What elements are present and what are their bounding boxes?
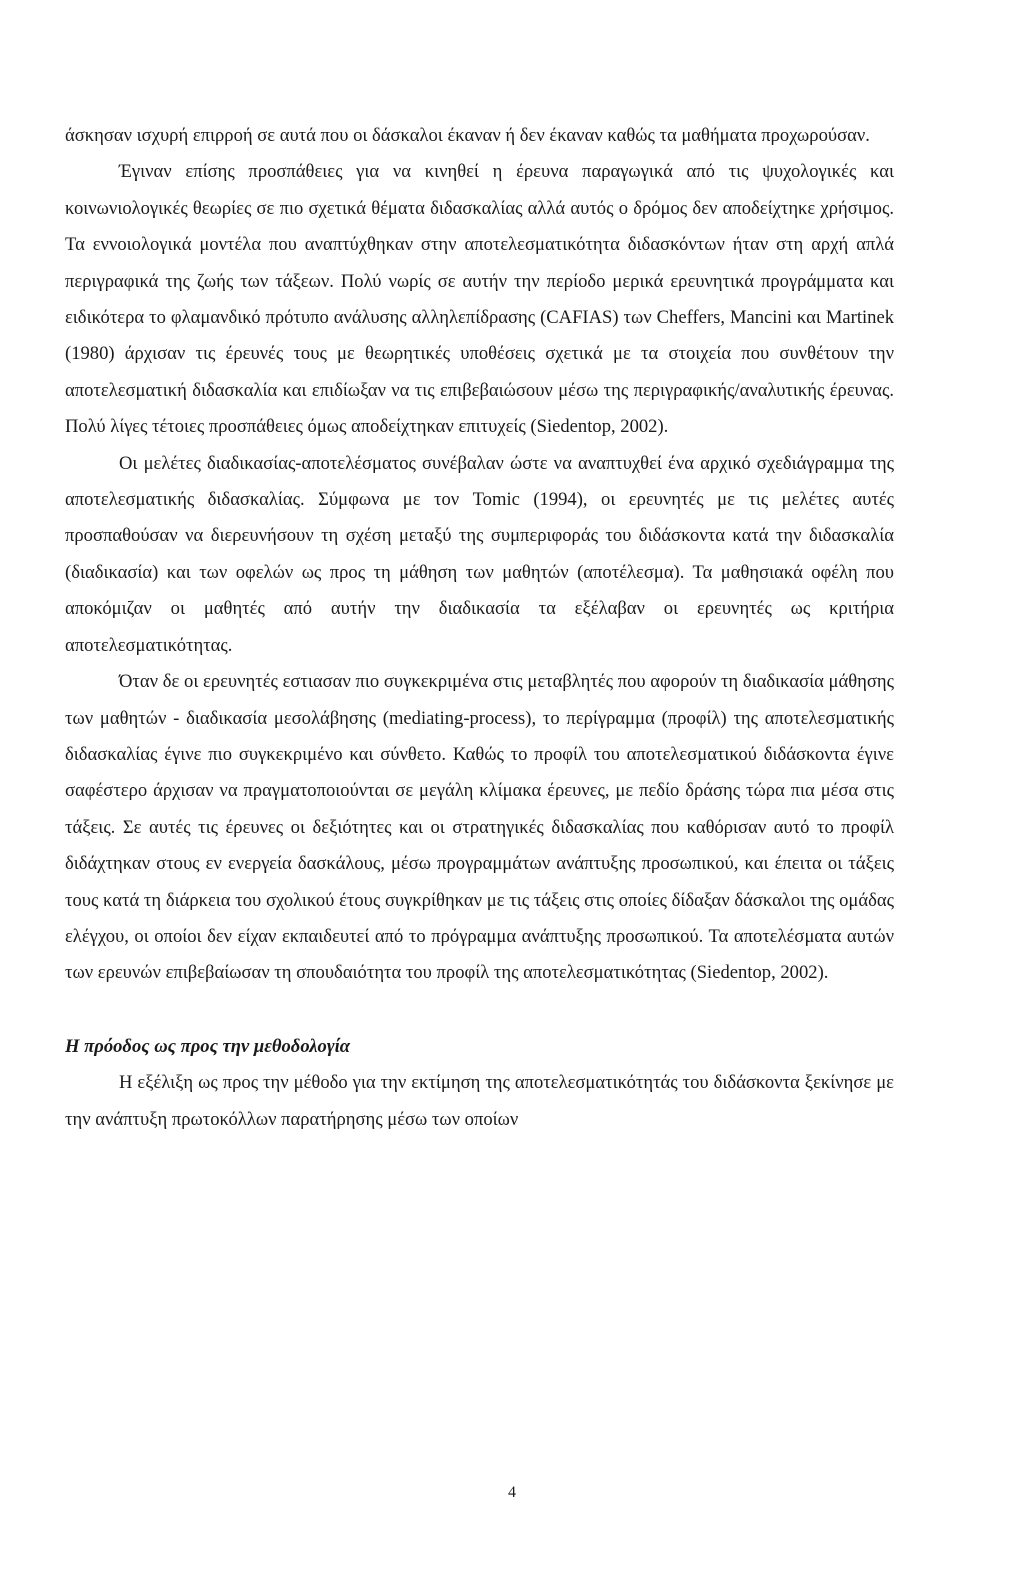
paragraph-continuation: άσκησαν ισχυρή επιρροή σε αυτά που οι δάσκαλοι έκαναν ή δεν έκαναν καθώς τα μαθήματα προχωρούσαν. [65, 125, 870, 146]
paragraph-methodology: Η εξέλιξη ως προς την μέθοδο για την εκτίμηση της αποτελεσματικότητάς του διδάσκοντα ξεκίνησε με την ανάπτυξη πρωτοκόλλων παρατήρησης μέσω των οποίων [65, 1072, 894, 1130]
document-page [65, 118, 894, 1138]
paragraph-research-attempts: Έγιναν επίσης προσπάθειες για να κινηθεί η έρευνα παραγωγικά από τις ψυχολογικές και κοινωνιολογικές θεωρίες σε πιο σχετικά θέματα διδασκαλίας αλλά αυτός ο δρόμος δεν αποδείχτηκε χρήσιμος. Τα εννοιολογικά μοντέλα που αναπτύχθηκαν στην αποτελεσματικότητα διδασκόντων ήταν στη αρχή απλά περιγραφικά της ζωής των τάξεων. Πολύ νωρίς σε αυτήν την περίοδο μερικά ερευνητικά προγράμματα και ειδικότερα το φλαμανδικό πρότυπο ανάλυσης αλληλεπίδρασης (CAFIAS) των Cheffers, Mancini και Martinek (1980) άρχισαν τις έρευνές τους με θεωρητικές υποθέσεις σχετικά με τα στοιχεία που συνθέτουν την αποτελεσματική διδασκαλία και επιδίωξαν να τις επιβεβαιώσουν μέσω της περιγραφικής/αναλυτικής έρευνας. Πολύ λίγες τέτοιες προσπάθειες όμως αποδείχτηκαν επιτυχείς (Siedentop, 2002). [65, 161, 894, 438]
page-number: 4 [508, 1484, 516, 1501]
paragraph-process-product: Οι μελέτες διαδικασίας-αποτελέσματος συνέβαλαν ώστε να αναπτυχθεί ένα αρχικό σχεδιάγραμμα της αποτελεσματικής διδασκαλίας. Σύμφωνα με τον Tomic (1994), οι ερευνητές με τις μελέτες αυτές προσπαθούσαν να διερευνήσουν τη σχέση μεταξύ της συμπεριφοράς του διδάσκοντα κατά την διδασκαλία (διαδικασία) και των οφελών ως προς τη μάθηση των μαθητών (αποτέλεσμα). Τα μαθησιακά οφέλη που αποκόμιζαν οι μαθητές από αυτήν την διαδικασία τα εξέλαβαν οι ερευνητές ως κριτήρια αποτελεσματικότητας. [65, 452, 894, 656]
section-heading: Η πρόοδος ως προς την μεθοδολογία [65, 1035, 351, 1057]
paragraph-mediating-process: Όταν δε οι ερευνητές εστιασαν πιο συγκεκριμένα στις μεταβλητές που αφορούν τη διαδικασία μάθησης των μαθητών - διαδικασία μεσολάβησης (mediating-process), το περίγραμμα (προφίλ) της αποτελεσματικής διδασκαλίας έγινε πιο συγκεκριμένο και σύνθετο. Καθώς το προφίλ του αποτελεσματικού διδάσκοντα έγινε σαφέστερο άρχισαν να πραγματοποιούνται σε μεγάλη κλίμακα έρευνες, με πεδίο δράσης τώρα πια μέσα στις τάξεις. Σε αυτές τις έρευνες οι δεξιότητες και οι στρατηγικές διδασκαλίας που καθόρισαν αυτό το προφίλ διδάχτηκαν στους εν ενεργεία δασκάλους, μέσω προγραμμάτων ανάπτυξης προσωπικού, και έπειτα οι τάξεις τους κατά τη διάρκεια του σχολικού έτους συγκρίθηκαν με τις τάξεις στις οποίες δίδαξαν δάσκαλοι της ομάδας ελέγχου, οι οποίοι δεν είχαν εκπαιδευτεί από το πρόγραμμα ανάπτυξης προσωπικού. Τα αποτελέσματα αυτών των ερευνών επιβεβαίωσαν τη σπουδαιότητα του προφίλ της αποτελεσματικότητας (Siedentop, 2002). [65, 671, 894, 984]
